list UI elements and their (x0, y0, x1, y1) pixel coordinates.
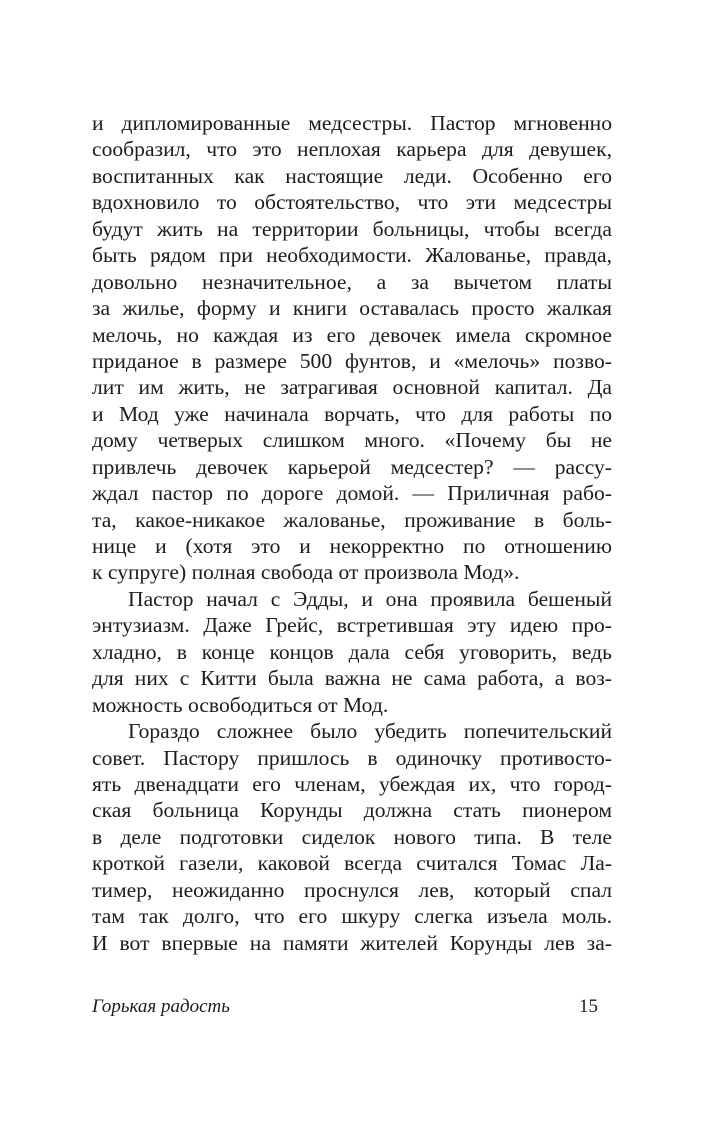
text-line: мелочь, но каждая из его девочек имела скромное (92, 322, 612, 347)
text-line: там так долго, что его шкуру слегка изъела моль. (92, 904, 612, 929)
text-line: Гораздо сложнее было убедить попечительский (128, 719, 612, 744)
text-line: довольно незначительное, а за вычетом платы (92, 269, 612, 294)
running-title: Горькая радость (92, 996, 230, 1017)
text-line: можность освободиться от Мод. (92, 692, 389, 717)
text-line: нице и (хотя это и некорректно по отношению (92, 534, 612, 558)
text-line: за жилье, форму и книги оставалась просто жалкая (92, 296, 612, 321)
text-line: быть рядом при необходимости. Жалованье, правда, (92, 243, 612, 268)
text-line: энтузиазм. Даже Грейс, встретившая эту идею про- (92, 613, 612, 638)
text-line: ская больница Корунды должна стать пионером (92, 798, 612, 823)
text-line: Пастор начал с Эдды, и она проявила бешеный (128, 586, 612, 611)
text-line: тимер, неожиданно проснулся лев, который спал (92, 877, 612, 902)
text-line: совет. Пастору пришлось в одиночку противосто- (92, 745, 612, 770)
text-line: лит им жить, не затрагивая основной капитал. Да (92, 375, 612, 400)
text-line: привлечь девочек карьерой медсестер? — рассу- (92, 454, 612, 479)
text-line: будут жить на территории больницы, чтобы всегда (92, 216, 612, 241)
text-line: для них с Китти была важна не сама работа, а воз- (92, 666, 612, 691)
text-line: дому четверых слишком много. «Почему бы не (92, 428, 612, 453)
text-line: и Мод уже начинала ворчать, что для работы по (92, 401, 612, 426)
text-line: воспитанных как настоящие леди. Особенно его (92, 163, 612, 188)
text-line: кроткой газели, каковой всегда считался Томас Ла- (92, 851, 612, 876)
text-line: ять двенадцати его членам, убеждая их, что город- (92, 771, 612, 796)
page-text (92, 110, 612, 956)
text-line: приданое в размере 500 фунтов, и «мелочь» позво- (92, 348, 612, 373)
text-line: та, какое-никакое жалованье, проживание в боль- (92, 507, 612, 532)
text-line: и дипломированные медсестры. Пастор мгновенно (92, 111, 612, 135)
text-line: ждал пастор по дороге домой. — Приличная рабо- (92, 481, 612, 506)
text-line: в деле подготовки сиделок нового типа. В теле (92, 824, 612, 849)
text-line: вдохновило то обстоятельство, что эти медсестры (92, 190, 612, 215)
text-line: И вот впервые на памяти жителей Корунды лев за- (92, 930, 612, 955)
text-line: сообразил, что это неплохая карьера для девушек, (92, 137, 612, 162)
page-number: 15 (579, 996, 598, 1017)
text-line: к супруге) полная свобода от произвола Мод». (92, 560, 520, 585)
text-line: хладно, в конце концов дала себя уговорить, ведь (92, 639, 612, 664)
